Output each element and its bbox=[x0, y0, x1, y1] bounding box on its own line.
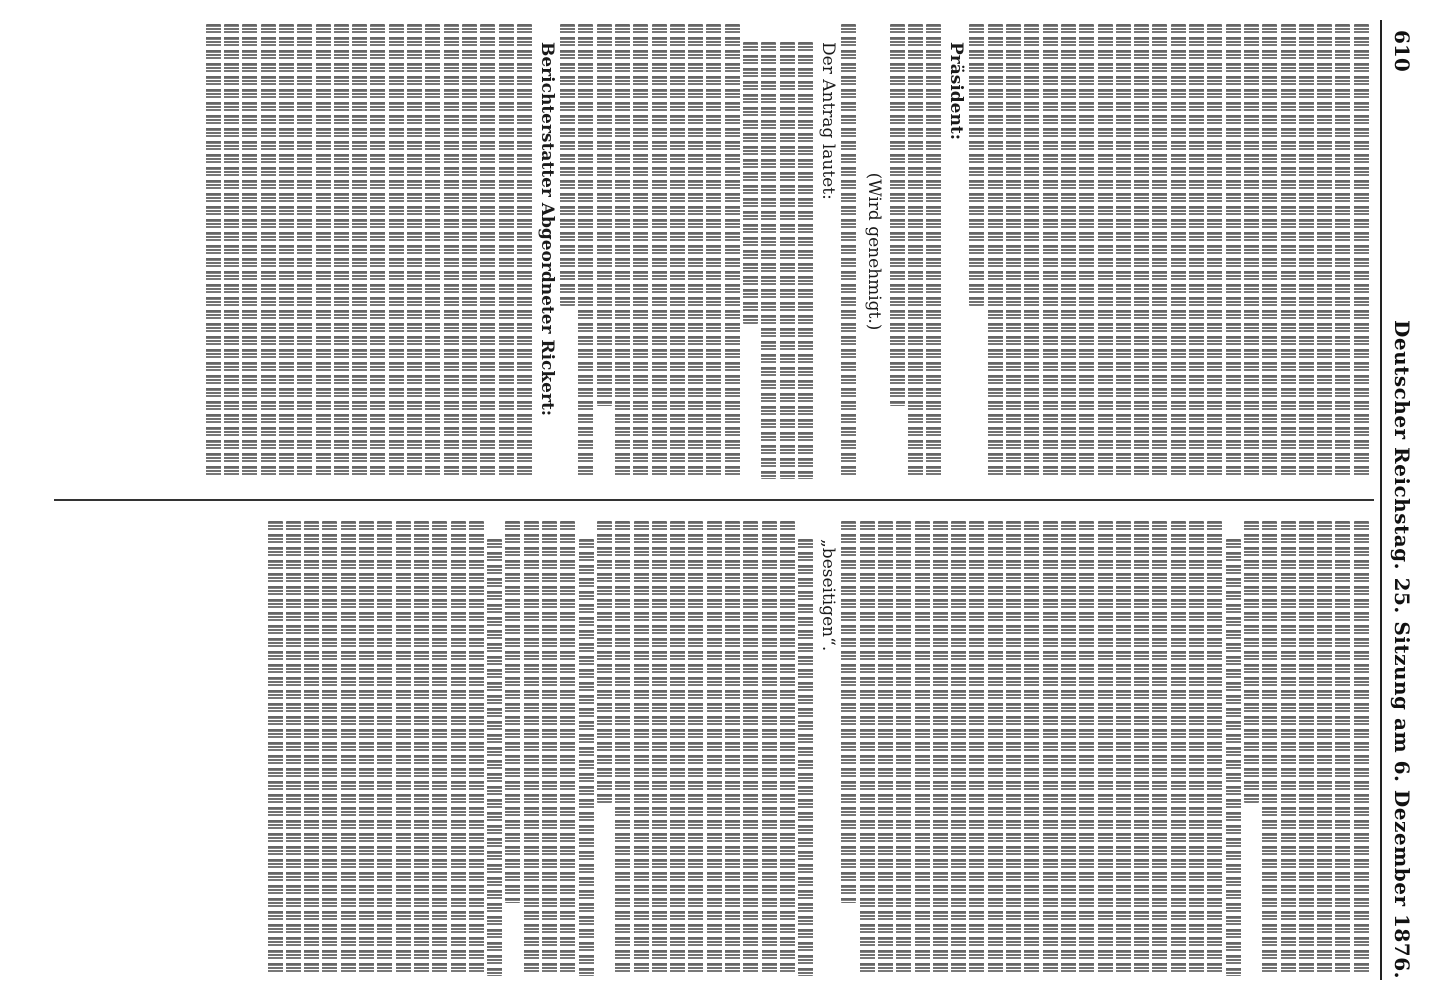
text-line bbox=[761, 42, 776, 479]
text-line bbox=[1116, 521, 1131, 976]
text-line bbox=[1299, 24, 1314, 479]
text-line bbox=[969, 24, 984, 306]
paragraph-president bbox=[945, 24, 967, 479]
text-line bbox=[1335, 521, 1350, 976]
text-line bbox=[224, 24, 239, 479]
text-line bbox=[304, 521, 319, 976]
text-line bbox=[414, 521, 429, 976]
text-line bbox=[359, 521, 374, 976]
text-line bbox=[1006, 24, 1021, 479]
text-line bbox=[1134, 521, 1149, 976]
text-line bbox=[1171, 24, 1186, 479]
text-line bbox=[322, 521, 337, 976]
text-line bbox=[1098, 521, 1113, 976]
text-line bbox=[1079, 521, 1094, 976]
text-line bbox=[334, 24, 349, 479]
header-rule bbox=[1380, 20, 1382, 980]
text-line bbox=[469, 521, 484, 976]
text-line bbox=[1207, 521, 1222, 976]
text-line bbox=[860, 521, 875, 976]
text-line bbox=[1024, 24, 1039, 479]
speaker-label: Berichterstatter Abgeordneter Rickert: bbox=[536, 42, 557, 417]
page-number: 610 bbox=[1390, 30, 1414, 72]
text-line bbox=[242, 24, 257, 479]
text-line bbox=[670, 521, 685, 976]
text-line bbox=[462, 24, 477, 479]
text-line bbox=[1189, 521, 1204, 976]
text-line bbox=[1262, 521, 1277, 976]
text-line bbox=[841, 521, 856, 903]
text-line bbox=[1079, 24, 1094, 479]
text-line bbox=[1006, 521, 1021, 976]
text-line bbox=[1207, 24, 1222, 479]
text-line bbox=[1299, 521, 1314, 976]
text-line bbox=[407, 24, 422, 479]
column-divider bbox=[54, 499, 1374, 501]
text-line bbox=[926, 24, 941, 479]
text-line bbox=[988, 521, 1003, 976]
text-line bbox=[578, 24, 593, 479]
text-line bbox=[1281, 521, 1296, 976]
text-column-left bbox=[72, 24, 1372, 479]
paragraph-reporter bbox=[535, 24, 557, 479]
text-line bbox=[377, 521, 392, 976]
text-line bbox=[261, 24, 276, 479]
text-line bbox=[517, 24, 532, 479]
text-line bbox=[652, 24, 667, 479]
text-line bbox=[499, 24, 514, 479]
text-line bbox=[524, 521, 539, 976]
text-line bbox=[1244, 521, 1259, 803]
page-header bbox=[1384, 20, 1416, 980]
text-line bbox=[1317, 24, 1332, 479]
text-line bbox=[1262, 24, 1277, 479]
text-line bbox=[1024, 521, 1039, 976]
text-line bbox=[725, 24, 740, 479]
text-line bbox=[1116, 24, 1131, 479]
text-line bbox=[1317, 521, 1332, 976]
text-line bbox=[286, 521, 301, 976]
text-line bbox=[480, 24, 495, 479]
text-line bbox=[688, 521, 703, 976]
text-line bbox=[915, 521, 930, 976]
text-line bbox=[444, 24, 459, 479]
text-line bbox=[425, 24, 440, 479]
text-line bbox=[1244, 24, 1259, 479]
text-line bbox=[780, 42, 795, 479]
text-line bbox=[1098, 24, 1113, 479]
text-line bbox=[633, 24, 648, 479]
text-line bbox=[1061, 24, 1076, 479]
text-line bbox=[560, 24, 575, 306]
text-line bbox=[279, 24, 294, 479]
text-line bbox=[1043, 24, 1058, 479]
text-line bbox=[370, 24, 385, 479]
text-line bbox=[396, 521, 411, 976]
text-line bbox=[615, 24, 630, 479]
text-line bbox=[542, 521, 557, 976]
text-line bbox=[268, 521, 283, 976]
text-line bbox=[743, 42, 758, 324]
text-line bbox=[389, 24, 404, 479]
text-line bbox=[688, 24, 703, 479]
text-line bbox=[505, 521, 520, 903]
text-line bbox=[1171, 521, 1186, 976]
text-line bbox=[890, 24, 905, 406]
text-line bbox=[725, 521, 740, 976]
text-line bbox=[1354, 24, 1369, 479]
text-line bbox=[878, 521, 893, 976]
text-column-right bbox=[72, 521, 1372, 976]
text-line bbox=[316, 24, 331, 479]
text-line bbox=[297, 24, 312, 479]
text-line bbox=[798, 539, 813, 976]
quote-intro: Der Antrag lautet: bbox=[817, 42, 838, 200]
text-line bbox=[1043, 521, 1058, 976]
text-line bbox=[1226, 539, 1241, 976]
text-line bbox=[352, 24, 367, 479]
text-line bbox=[762, 521, 777, 976]
text-line bbox=[969, 521, 984, 976]
text-line bbox=[1226, 24, 1241, 479]
text-line bbox=[896, 521, 911, 976]
text-line bbox=[841, 24, 856, 479]
text-line bbox=[933, 521, 948, 976]
text-line bbox=[706, 24, 721, 479]
text-line bbox=[487, 539, 502, 976]
text-line bbox=[1354, 521, 1369, 976]
running-title: Deutscher Reichstag. 25. Sitzung am 6. Dezember 1876. bbox=[1390, 320, 1414, 980]
text-line bbox=[652, 521, 667, 976]
text-line bbox=[1281, 24, 1296, 479]
text-line bbox=[988, 24, 1003, 479]
text-line bbox=[707, 521, 722, 976]
text-line bbox=[560, 521, 575, 976]
approval-note: (Wird genehmigt.) bbox=[863, 172, 884, 331]
text-line bbox=[579, 539, 594, 976]
text-line bbox=[743, 521, 758, 976]
text-line bbox=[634, 521, 649, 976]
text-line bbox=[1335, 24, 1350, 479]
text-line bbox=[780, 521, 795, 976]
text-line bbox=[908, 24, 923, 479]
text-line bbox=[951, 521, 966, 976]
text-line bbox=[615, 521, 630, 976]
text-line bbox=[432, 521, 447, 976]
quote-closing: „beseitigen“. bbox=[818, 539, 839, 652]
text-line bbox=[597, 521, 612, 803]
text-line bbox=[1189, 24, 1204, 479]
text-line bbox=[798, 42, 813, 479]
speaker-label: Präsident: bbox=[946, 42, 967, 140]
text-line bbox=[1152, 24, 1167, 479]
text-line bbox=[1134, 24, 1149, 479]
text-line bbox=[451, 521, 466, 976]
text-line bbox=[206, 24, 221, 479]
text-line bbox=[1061, 521, 1076, 976]
text-line bbox=[670, 24, 685, 479]
text-line bbox=[597, 24, 612, 406]
text-line bbox=[341, 521, 356, 976]
text-line bbox=[1152, 521, 1167, 976]
